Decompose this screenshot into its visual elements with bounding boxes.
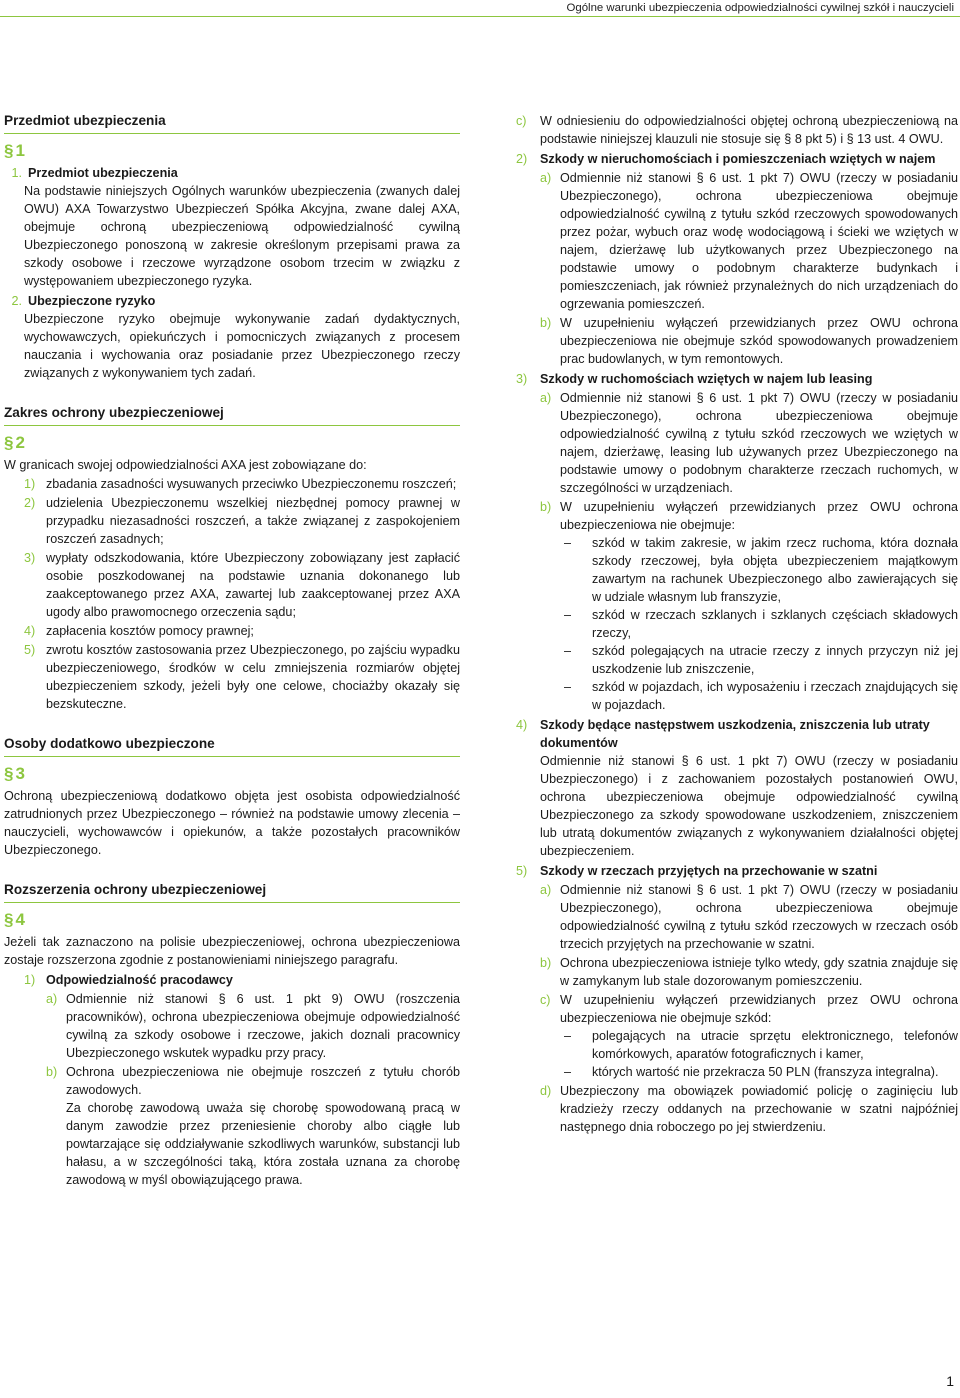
- list-item: – polegających na utracie sprzętu elektronicznego, telefonów komórkowych, aparatów fotograficznych i kamer,: [564, 1029, 958, 1061]
- section-title-osoby: Osoby dodatkowo ubezpieczone: [4, 735, 460, 757]
- list-item: 5) Szkody w rzeczach przyjętych na przechowanie w szatni: [516, 864, 878, 878]
- list-item: – szkód polegających na utracie rzeczy z innych przyczyn niż jej uszkodzenie lub zniszczenie,: [564, 644, 958, 676]
- list-item: a) Odmiennie niż stanowi § 6 ust. 1 pkt 7) OWU (rzeczy w posiadaniu Ubezpieczonego), ochrona ubezpieczeniowa obejmuje odpowiedzialność cywilną z tytułu szkód rzeczowych we wziętych w najem, dzierżawę, leasing lub używanych przez Ubezpieczonego na podstawie umowy o podobnym charakterze rzeczach ruchomych, w szczególności w urządzeniach.: [540, 391, 958, 495]
- list-item: b) W uzupełnieniu wyłączeń przewidzianych przez OWU ochrona ubezpieczeniowa nie obejmuje szkód spowodowanych prowadzeniem prac budowlanych, w tym remontowych.: [540, 316, 958, 366]
- list: [4, 971, 460, 1189]
- list-item: 2. Ubezpieczone ryzyko: [11, 294, 156, 308]
- paragraph-number-2: § 2: [4, 433, 25, 452]
- paragraph-number-3: § 3: [4, 764, 25, 783]
- section-title-rozszerzenia: Rozszerzenia ochrony ubezpieczeniowej: [4, 881, 460, 903]
- page-header: [0, 0, 960, 16]
- section-title-zakres: Zakres ochrony ubezpieczeniowej: [4, 404, 460, 426]
- list-item: c) W uzupełnieniu wyłączeń przewidzianych przez OWU ochrona ubezpieczeniowa nie obejmuje szkód:: [540, 993, 958, 1025]
- paragraph-number-1: § 1: [4, 141, 25, 160]
- list-item: c) W odniesieniu do odpowiedzialności objętej ochroną ubezpieczeniową na podstawie niniejszej klauzuli nie stosuje się § 8 pkt 5) i § 13 ust. 4 OWU.: [516, 114, 958, 146]
- header-rule: [0, 16, 960, 17]
- list-item: – szkód w takim zakresie, w jakim rzecz ruchoma, która doznała szkody rzeczowej, była objęta ubezpieczeniem majątkowym zawartym na rachunek Ubezpieczonego albo zawierających się w udziale własnym lub franszyzie,: [564, 536, 958, 604]
- list-item: – których wartość nie przekracza 50 PLN (franszyza integralna).: [564, 1065, 939, 1079]
- list-item: a) Odmiennie niż stanowi § 6 ust. 1 pkt 9) OWU (roszczenia pracowników), ochrona ubezpieczeniowa obejmuje odpowiedzialność cywilną za szkody osobowe i rzeczowe, jakich doznali pracownicy Ubezpieczonego wskutek wypadku przy pracy.: [46, 992, 460, 1060]
- paragraph-number-4: § 4: [4, 910, 25, 929]
- list-item: – szkód w pojazdach, ich wyposażeniu i rzeczach znajdujących się w pojazdach.: [564, 680, 958, 712]
- list-item: 4) zapłacenia kosztów pomocy prawnej;: [24, 624, 254, 638]
- paragraph-text: Ubezpieczone ryzyko obejmuje wykonywanie zadań dydaktycznych, wychowawczych, opiekuńczych i pomocniczych związanych z procesem nauczania i wychowania oraz posiadanie przez Ubezpieczonego rzeczy związanych z wykonywaniem tych zadań.: [24, 312, 460, 380]
- list-item: 5) zwrotu kosztów zastosowania przez Ubezpieczonego, po zajściu wypadku ubezpieczeniowego, środków w celu zmniejszenia rozmiarów objętej ubezpieczeniem szkody, jeżeli były one celowe, chociażby okazały się bezskuteczne.: [24, 643, 460, 711]
- list-item: 1) zbadania zasadności wysuwanych przeciwko Ubezpieczonemu roszczeń;: [24, 477, 457, 491]
- list-item: 1. Przedmiot ubezpieczenia: [11, 166, 178, 180]
- list-item: b) Ochrona ubezpieczeniowa nie obejmuje roszczeń z tytułu chorób zawodowych.: [46, 1065, 460, 1097]
- section-title-przedmiot: Przedmiot ubezpieczenia: [4, 112, 460, 134]
- page-number: 1: [946, 1373, 954, 1389]
- list-item: 4) Szkody będące następstwem uszkodzenia, zniszczenia lub utraty dokumentów: [516, 718, 930, 750]
- list-item: a) Odmiennie niż stanowi § 6 ust. 1 pkt 7) OWU (rzeczy w posiadaniu Ubezpieczonego), ochrona ubezpieczeniowa obejmuje odpowiedzialność cywilną z tytułu szkód rzeczowych w rzeczach osób trzecich przyjętych na przechowanie w szatni.: [540, 883, 958, 951]
- list-item: – szkód w rzeczach szklanych i szklanych częściach składowych rzeczy,: [564, 608, 958, 640]
- list-item: 2) Szkody w nieruchomościach i pomieszczeniach wziętych w najem: [516, 152, 936, 166]
- list-item: b) W uzupełnieniu wyłączeń przewidzianych przez OWU ochrona ubezpieczeniowa nie obejmuje:: [540, 500, 958, 532]
- list-item: 3) wypłaty odszkodowania, które Ubezpieczony zobowiązany jest zapłacić osobie poszkodowanej na podstawie uznania dokonanego lub zaakceptowanego przez AXA, zawartej lub zaakceptowanej przez AXA ugody albo prawomocnego orzeczenia sądu;: [24, 551, 460, 619]
- left-column: [4, 112, 460, 1189]
- paragraph-text: Na podstawie niniejszych Ogólnych warunków ubezpieczenia (zwanych dalej OWU) AXA Towarzystwo Ubezpieczeń Spółka Akcyjna, zwane dalej AXA, obejmuje ochroną ubezpieczeniową odpowiedzialność cywilną Ubezpieczonego ponoszoną w zakresie określonym przepisami prawa za szkody osobowe i rzeczowe wyrządzone osobom trzecim w związku z występowaniem ubezpieczonego ryzyka.: [24, 184, 460, 288]
- list-item: b) Ochrona ubezpieczeniowa istnieje tylko wtedy, gdy szatnia znajduje się w zamykanym lub stale dozorowanym pomieszczeniu.: [540, 956, 958, 988]
- list-item: 3) Szkody w ruchomościach wziętych w najem lub leasing: [516, 372, 873, 386]
- list: [4, 475, 460, 713]
- paragraph-text: Ochroną ubezpieczeniową dodatkowo objęta jest osobista odpowiedzialność zatrudnionych przez Ubezpieczonego – również na podstawie umowy zlecenia – nauczycieli, wychowawców i opiekunów, a także pozostałych pracowników Ubezpieczonego.: [4, 789, 460, 857]
- list-item: a) Odmiennie niż stanowi § 6 ust. 1 pkt 7) OWU (rzeczy w posiadaniu Ubezpieczonego), ochrona ubezpieczeniowa obejmuje odpowiedzialność cywilną z tytułu szkód rzeczowych spowodowanych przez pożar, wybuch oraz wodę wodociągową i ścieki we wziętych w najem, dzierżawę lub użytkowanych przez Ubezpieczonego na podstawie umowy o podobnym charakterze budynkach i pomieszczeniach, jak również przynależnych do nich urządzeniach do ogrzewania pomieszczeń.: [540, 171, 958, 311]
- right-column: [516, 112, 958, 1136]
- list-item: 1) Odpowiedzialność pracodawcy: [24, 973, 233, 987]
- list-item: 2) udzielenia Ubezpieczonemu wszelkiej niezbędnej pomocy prawnej w przypadku niezasadności roszczeń, a także związanej z zaspokojeniem roszczeń zasadnych;: [24, 496, 460, 546]
- paragraph-text: Za chorobę zawodową uważa się chorobę spowodowaną pracą w danym zawodzie przez przeniesienie choroby albo ciągłe lub powtarzające się oddziaływanie szkodliwych warunków, substancji lub hałasu, a w szczególności taką, która została uznana za chorobę zawodową w myśl obowiązującego prawa.: [66, 1101, 460, 1187]
- header-title: Ogólne warunki ubezpieczenia odpowiedzialności cywilnej szkół i nauczycieli: [566, 2, 954, 14]
- paragraph-intro: W granicach swojej odpowiedzialności AXA jest zobowiązane do:: [4, 458, 367, 472]
- paragraph-text: Odmiennie niż stanowi § 6 ust. 1 pkt 7) OWU (rzeczy w posiadaniu Ubezpieczonego) i z zachowaniem pozostałych postanowień OWU, ochrona ubezpieczeniowa obejmuje odpowiedzialność cywilną Ubezpieczonego za szkody spowodowane uszkodzeniem, zniszczeniem lub utratą dokumentów związanych z wykonywaniem działalności objętej ubezpieczeniem.: [540, 754, 958, 858]
- list-item: d) Ubezpieczony ma obowiązek powiadomić policję o zaginięciu lub kradzieży rzeczy oddanych na przechowanie w szatni najpóźniej następnego dnia roboczego po jej stwierdzeniu.: [540, 1084, 958, 1134]
- paragraph-intro: Jeżeli tak zaznaczono na polisie ubezpieczeniowej, ochrona ubezpieczeniowa zostaje rozszerzona zgodnie z postanowieniami niniejszego paragrafu.: [4, 935, 460, 967]
